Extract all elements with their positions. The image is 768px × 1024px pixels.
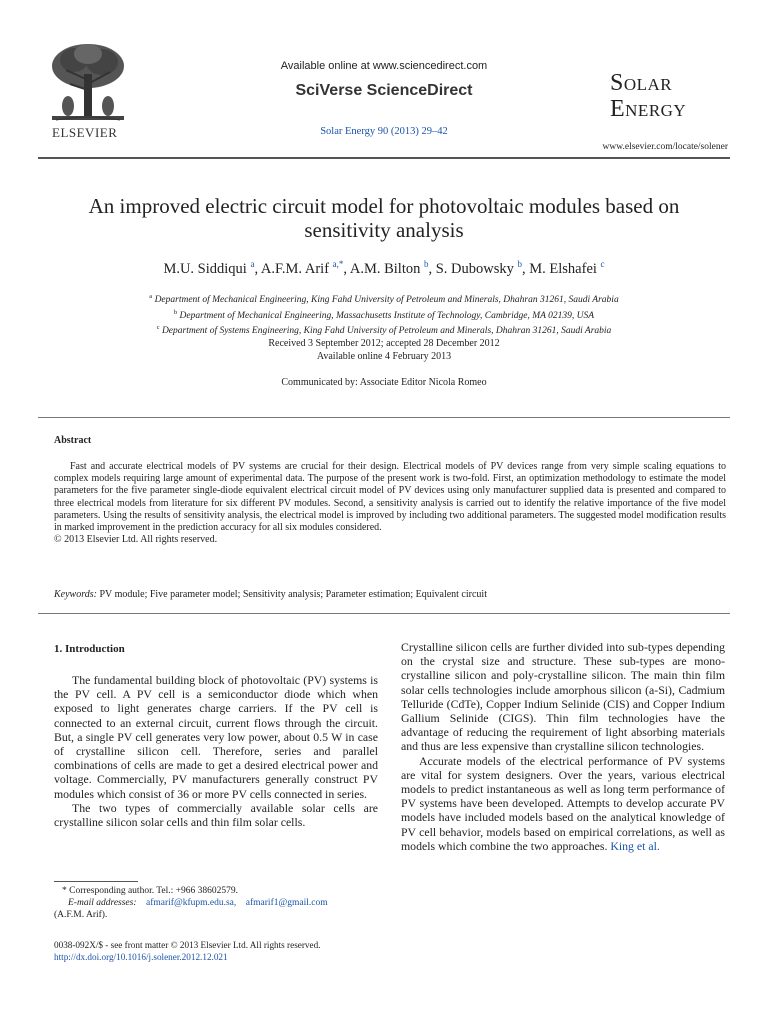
email-line (54, 897, 384, 909)
affiliation-line (0, 322, 768, 338)
journal-title (610, 70, 730, 122)
paragraph: Crystalline silicon cells are further divided into sub-types depending on the crystal size and structure. These sub-types are mono-crystalline silicon and poly-crystalline silicon. The main thin film solar cells technologies include amorphous silicon (a-Si), Cadmium Telluride (CdTe), Copper Indium Selinide (CIS) and Copper Indium Gallium Selinide (CIGS). Thin film technologies have the advantage of reducing the requirement of light absorbing materials and thus are less expensive than crystalline silicon technologies. (401, 640, 725, 754)
author-name: M. Elshafei (529, 260, 601, 277)
journal-title-line2: Energy (610, 96, 687, 122)
author-affiliation-marker[interactable]: a,* (332, 259, 344, 269)
keywords-list: PV module; Five parameter model; Sensitivity analysis; Parameter estimation; Equivalent circuit (99, 589, 487, 600)
header-divider (38, 157, 730, 159)
article-dates (0, 338, 768, 363)
affiliation-text: Department of Systems Engineering, King Fahd University of Petroleum and Minerals, Dhahran 31261, Saudi Arabia (159, 326, 612, 337)
paragraph: The fundamental building block of photovoltaic (PV) systems is the PV cell. A PV cell is a semiconductor diode which when exposed to light generates charge carriers. If the PV cell is connected to an external circuit, current flows through the circuit. But, a single PV cell generates very low power, about 0.5 W in case of crystalline silicon cell. Therefore, series and parallel combinations of cells are made to get a desired electrical power and voltage. Commercially, PV manufacturers generally construct PV modules which consist of 36 or more PV cells connected in series. (54, 673, 378, 801)
author-separator: , (522, 260, 530, 277)
email-link-1[interactable]: afmarif@kfupm.edu.sa, (146, 898, 237, 908)
available-date: Available online 4 February 2013 (316, 350, 452, 362)
paragraph: The two types of commercially available solar cells are crystalline silicon solar cells and thin film solar cells. (54, 800, 378, 830)
author-affiliation-marker[interactable]: b (423, 259, 429, 269)
email-owner: (A.F.M. Arif). (54, 910, 108, 920)
affiliation-line (0, 307, 768, 323)
author-separator: , (343, 260, 350, 277)
author-name: S. Dubowsky (435, 260, 518, 277)
communicated-by: Communicated by: Associate Editor Nicola Romeo (281, 377, 487, 388)
abstract-heading: Abstract (54, 435, 92, 446)
author-affiliation-marker[interactable]: c (600, 259, 605, 269)
keywords-label: Keywords: (54, 589, 97, 600)
paragraph (401, 754, 725, 853)
author-name: M.U. Siddiqui (163, 260, 251, 277)
right-column (401, 640, 725, 853)
author-affiliation-marker[interactable]: b (517, 259, 523, 269)
affiliation-line (0, 291, 768, 307)
email-label: E-mail addresses: (68, 898, 137, 908)
author-separator: , (428, 260, 436, 277)
affiliation-text: Department of Mechanical Engineering, King Fahd University of Petroleum and Minerals, Dhahran 31261, Saudi Arabia (152, 295, 619, 306)
issn-line: 0038-092X/$ - see front matter © 2013 Elsevier Ltd. All rights reserved. (54, 940, 321, 950)
abstract-copyright: © 2013 Elsevier Ltd. All rights reserved. (54, 534, 218, 546)
front-matter (54, 940, 454, 963)
sciverse-sciencedirect-logo: SciVerse ScienceDirect (295, 82, 473, 99)
abstract-body (54, 461, 726, 546)
abstract-bottom-divider (38, 613, 730, 614)
affiliation-marker: a (149, 293, 153, 300)
abstract-paragraph: Fast and accurate electrical models of PV systems are crucial for their design. Electrical models of PV devices range from very simple scaling equations to complex models requiring large amount of experimental data. The purpose of the present work is two-fold. First, an optimization methodology to estimate the model parameters for the five parameter single-diode equivalent electrical circuit model of PV devices using only manufacturer supplied data is presented and compared to three electrical models from literature for six different PV modules. Second, a sensitivity analysis is carried out to identify the relative importance of the five model parameters. Using the results of sensitivity analysis, the electrical model is improved by including two additional parameters. The suggested model modification results in marked improvement in the prediction accuracy for all six modules considered. (54, 461, 726, 534)
received-date: Received 3 September 2012; accepted 28 December 2012 (268, 338, 500, 349)
affiliation-marker: c (156, 324, 160, 332)
author-list (0, 259, 768, 278)
journal-reference-link[interactable]: Solar Energy 90 (2013) 29–42 (320, 126, 448, 137)
affiliation-list (0, 291, 768, 338)
author-name: A.F.M. Arif (260, 260, 333, 277)
citation-link[interactable]: King et al. (610, 838, 660, 853)
affiliation-text: Department of Mechanical Engineering, Massachusetts Institute of Technology, Cambridge, MA 02139, USA (177, 310, 595, 321)
corresponding-author: * Corresponding author. Tel.: +966 38602579. (62, 886, 239, 896)
author-affiliation-marker[interactable]: a (250, 259, 255, 269)
paragraph-text: Accurate models of the electrical performance of PV systems are vital for system designers. Over the years, various electrical models to predict instantaneous as well as long term performance of PV systems have been developed. Attempts to develop accurate PV models have included models based on the analytical knowledge of PV cell behavior, models based on empirical correlations, as well as models which combine the two approaches. (401, 753, 725, 853)
abstract-top-divider (38, 417, 730, 418)
publisher-name: ELSEVIER (52, 125, 118, 140)
journal-url[interactable]: www.elsevier.com/locate/solener (602, 142, 728, 152)
affiliation-marker: b (173, 308, 178, 316)
author-name: A.M. Bilton (349, 260, 424, 277)
section-heading: 1. Introduction (54, 643, 125, 655)
email-link-2[interactable]: afmarif1@gmail.com (245, 898, 328, 908)
article-title: An improved electric circuit model for photovoltaic modules based on sensitivity analysis (88, 194, 680, 242)
journal-title-line1: Solar (610, 70, 673, 96)
left-column (54, 673, 378, 829)
footnote (54, 885, 384, 921)
author-separator: , (254, 260, 261, 277)
footnote-divider (54, 881, 138, 882)
keywords (54, 589, 487, 600)
doi-link[interactable]: http://dx.doi.org/10.1016/j.solener.2012.12.021 (54, 951, 228, 962)
available-online-text: Available online at www.sciencedirect.com (280, 60, 488, 72)
